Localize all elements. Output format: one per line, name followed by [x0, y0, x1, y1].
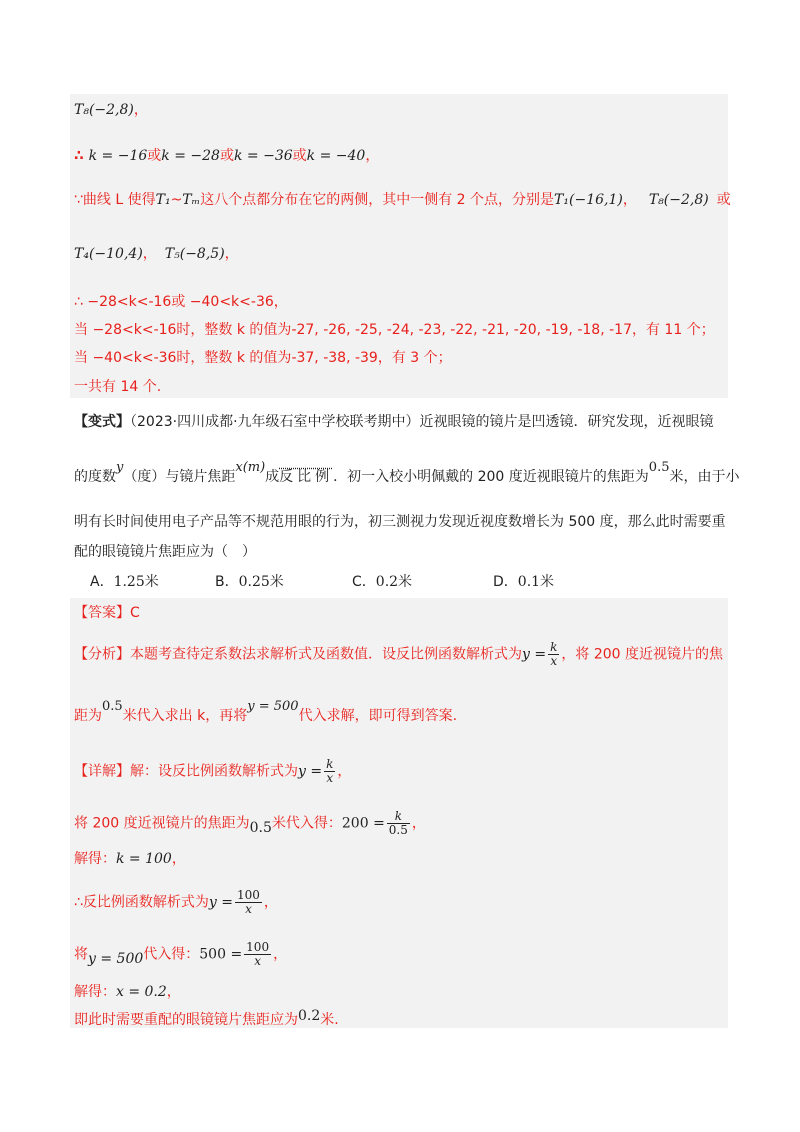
t1-symbol: T₁ [155, 192, 171, 208]
comma: ， [142, 246, 157, 262]
answer-line: 【答案】C [74, 605, 140, 621]
tilde: ~ [170, 192, 183, 208]
analysis-text: 【分析】本题考查待定系数法求解析式及函数值．设反比例函数解析式为 [74, 646, 522, 663]
count-text-2: ，有 3 个； [377, 350, 452, 366]
comma: ， [411, 815, 426, 832]
therefore-symbol: ∴ [74, 148, 89, 164]
question-line-2 [74, 460, 740, 488]
final-value: 0.2 [298, 1008, 321, 1024]
final-text: 米. [320, 1012, 339, 1028]
comma: ， [622, 192, 637, 208]
comma: ， [133, 102, 148, 118]
analysis-text: 米代入求出 k，再将 [122, 708, 248, 724]
option-letter: A． [90, 574, 114, 590]
question-text-1: （2023·四川成都·九年级石室中学校联考期中）近视眼镜的镜片是凹透镜．研究发现，近视眼镜 [130, 414, 714, 430]
top-line-6 [74, 320, 715, 340]
option-letter: D． [493, 574, 518, 590]
or-word: 或 [716, 192, 731, 208]
top-line-5: ∴ −28<k<-16或 −40<k<-36， [74, 294, 288, 310]
fraction-100-over-x: $\frac{100}{x}$ [246, 940, 270, 968]
comma: ， [263, 894, 278, 911]
question-line-1 [74, 412, 714, 432]
eq-200: 200 = [341, 815, 385, 832]
point-t1: T₁(−16,1) [554, 192, 623, 208]
detail-text: 【详解】解：设反比例函数解析式为 [74, 763, 298, 780]
top-line-4 [74, 244, 239, 264]
substitute-text: 米代入得： [271, 815, 342, 832]
k-value-3: k = −36 [233, 148, 293, 164]
integer-values-1: -27, -26, -25, -24, -23, -22, -21, -20, -19, -18, -17 [291, 322, 632, 338]
function-text: ∴反比例函数解析式为 [74, 894, 209, 911]
analysis-text: 距为 [74, 708, 102, 724]
question-line-3: 明有长时间使用电子产品等不规范用眼的行为，初三测视力发现近视度数增长为 500 度，那么此时需要重 [74, 514, 726, 530]
tm-symbol: Tₘ [182, 192, 201, 208]
eq-y: y = [522, 646, 547, 663]
fraction-k-over-x: $\frac{k}{x}$ [550, 640, 558, 668]
comma: ， [273, 946, 288, 963]
substitute-line [74, 810, 426, 837]
point-t5: T₅(−8,5) [164, 246, 225, 262]
question-text: 的度数 [74, 469, 116, 485]
x-equals-0-2: x = 0.2 [116, 984, 167, 1000]
option-b[interactable] [215, 571, 284, 591]
analysis-line-2 [74, 699, 458, 727]
x-variable: x(m) [235, 460, 266, 475]
k-value-4: k = −40 [306, 148, 366, 164]
option-unit: 米 [540, 574, 555, 590]
option-value: 0.2 [375, 574, 399, 590]
top-line-3 [74, 190, 731, 210]
top-line-7 [74, 348, 452, 368]
question-text: ．初一入校小明佩戴的 200 度近视眼镜片的焦距为 [333, 469, 649, 485]
fraction-100-over-x: $\frac{100}{x}$ [237, 888, 260, 916]
option-value: 0.1 [517, 574, 541, 590]
comma: ， [171, 851, 186, 867]
option-letter: C． [352, 574, 376, 590]
option-value: 1.25 [113, 574, 145, 590]
point-t4: T₄(−10,4) [74, 246, 143, 262]
put-text: 代入得： [143, 946, 200, 963]
point-t8: T₈(−2,8) [74, 102, 134, 118]
range-text-2: 当 −40<k<-36时，整数 k 的值为 [74, 350, 292, 366]
option-unit: 米 [144, 574, 159, 590]
range-text-1: 当 −28<k<-16时，整数 k 的值为 [74, 322, 292, 338]
fraction-k-over-x: $\frac{k}{x}$ [326, 757, 334, 785]
or-word: 或 [147, 148, 162, 164]
y-equals-500: y = 500 [88, 950, 144, 967]
variant-tag: 【变式】 [74, 414, 130, 430]
analysis-text: ，将 200 度近视镜片的焦 [561, 646, 723, 663]
option-a[interactable] [90, 571, 159, 591]
comma: ， [166, 984, 181, 1000]
analysis-line-1 [74, 641, 723, 668]
detail-line [74, 758, 351, 785]
substitute-text: 将 200 度近视镜片的焦距为 [74, 815, 250, 832]
eq-500: 500 = [199, 946, 243, 963]
or-word: 或 [292, 148, 307, 164]
question-text: 成 [265, 469, 280, 485]
option-unit: 米 [269, 574, 284, 590]
comma: ， [224, 246, 239, 262]
put-text: 将 [74, 946, 88, 963]
option-value: 0.25 [238, 574, 270, 590]
because-text: ∵曲线 L 使得 [74, 192, 156, 208]
option-letter: B． [215, 574, 239, 590]
top-line-1 [74, 100, 148, 120]
option-unit: 米 [398, 574, 413, 590]
solve-line-1 [74, 849, 186, 869]
k-value-1: k = −16 [88, 148, 148, 164]
option-d[interactable] [493, 571, 554, 591]
focal-length-value: 0.5 [648, 460, 670, 475]
solve-text: 解得： [74, 984, 116, 1000]
question-line-4: 配的眼镜镜片焦距应为（ ） [74, 544, 256, 560]
or-word: 或 [219, 148, 234, 164]
solve-line-2 [74, 982, 181, 1002]
question-text: 米，由于小 [669, 469, 740, 485]
option-c[interactable] [352, 571, 412, 591]
focal-length-value: 0.5 [102, 699, 123, 714]
k-value-2: k = −28 [161, 148, 220, 164]
y-equals-500: y = 500 [247, 699, 299, 714]
comma: ， [337, 763, 352, 780]
count-text-1: ，有 11 个； [631, 322, 715, 338]
question-text: （度）与镜片焦距 [123, 469, 236, 485]
put-line [74, 941, 287, 968]
integer-values-2: -37, -38, -39 [291, 350, 378, 366]
analysis-text: 代入求解，即可得到答案. [298, 708, 458, 724]
emphasized-term: 反比例 [279, 469, 334, 485]
top-line-8: 一共有 14 个. [74, 379, 162, 395]
fraction-k-over-05: $\frac{k}{0.5}$ [388, 809, 408, 837]
final-text: 即此时需要重配的眼镜镜片焦距应为 [74, 1012, 298, 1028]
distribution-text: 这八个点都分布在它的两侧，其中一侧有 2 个点，分别是 [200, 192, 555, 208]
focal-length-value: 0.5 [249, 819, 272, 836]
solve-text: 解得： [74, 851, 116, 867]
final-line [74, 1010, 339, 1030]
y-variable: y [116, 460, 124, 475]
point-t8: T₈(−2,8) [648, 192, 709, 208]
top-line-2 [74, 146, 379, 166]
k-equals-100: k = 100 [116, 851, 172, 867]
eq-y: y = [298, 763, 323, 780]
comma: ， [365, 148, 380, 164]
function-line [74, 889, 278, 916]
eq-y: y = [208, 894, 234, 911]
